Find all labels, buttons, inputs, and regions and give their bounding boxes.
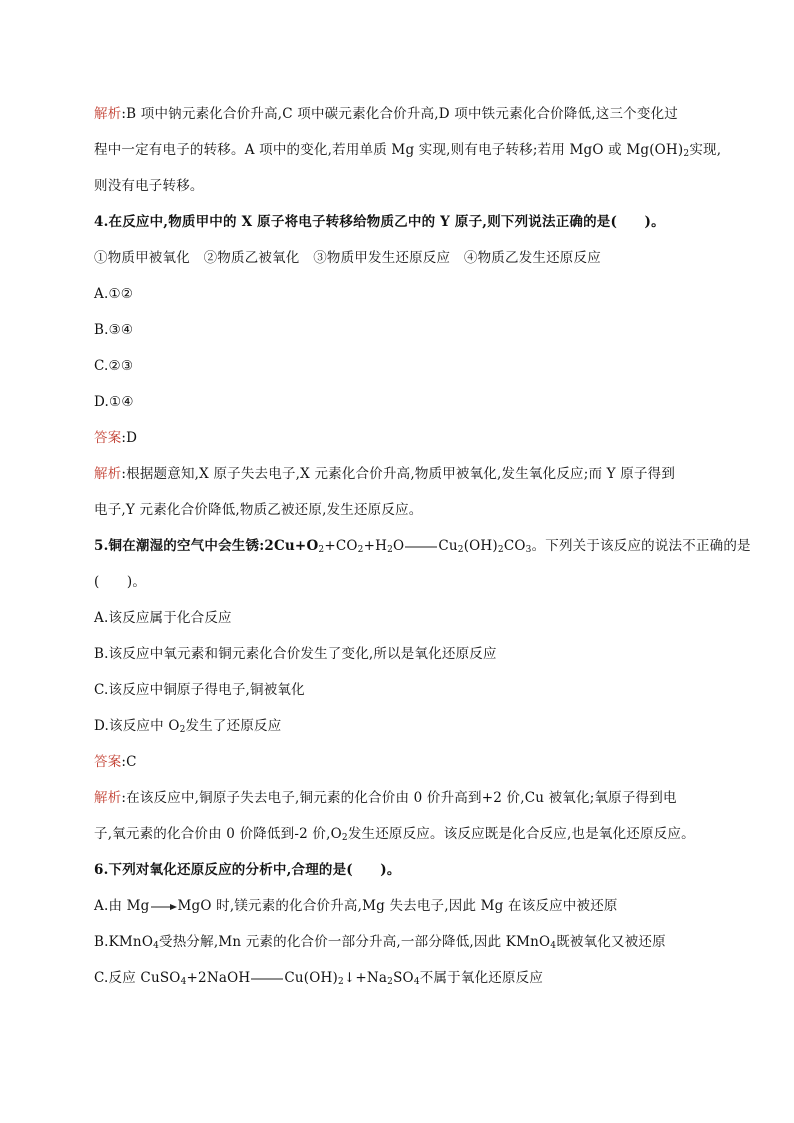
question-5-option-c: C.该反应中铜原子得电子,铜被氧化 <box>94 682 305 698</box>
question-4-option-b: B.③④ <box>94 322 134 338</box>
analysis-label: 解析 <box>94 790 122 806</box>
question-5-stem: 5.铜在潮湿的空气中会生锈$:2Cu+O_2+CO_2+H_2O$ $Cu_2(OH)_2CO_3$。下列关于该反应的说法不正确的是 <box>94 538 751 555</box>
question-4-option-d: D.①④ <box>94 394 134 410</box>
equals-arrow-icon <box>250 974 284 984</box>
analysis-q3-line3: 则没有电子转移。 <box>94 178 204 194</box>
question-4-option-c: C.②③ <box>94 358 134 374</box>
question-4-stem: 4.在反应中,物质甲中的 X 原子将电子转移给物质乙中的 Y 原子,则下列说法正确的是( )。 <box>94 214 665 230</box>
question-6-stem: 6.下列对氧化还原反应的分析中,合理的是( )。 <box>94 862 401 878</box>
question-5-analysis-line2: 子,氧元素的化合价由 0 价降低到-2 价$,O_2$发生还原反应。该反应既是化合反应,也是氧化还原反应。 <box>94 826 695 843</box>
analysis-label: 解析 <box>94 466 122 482</box>
question-5-stem-line2: ( )。 <box>94 574 147 590</box>
question-6-option-b: B.KMnO$_4$受热分解,Mn 元素的化合价一部分升高,一部分降低,因此 KMnO$_4$既被氧化又被还原 <box>94 934 666 951</box>
question-6-option-c: C.反应 CuSO$_4$+2NaOH $Cu(OH)_2↓+Na_2SO_4$不属于氧化还原反应 <box>94 970 544 987</box>
analysis-q3-line2: 程中一定有电子的转移。A 项中的变化,若用单质 Mg 实现,则有电子转移;若用 MgO 或 $Mg(OH)_2$实现, <box>94 142 722 159</box>
question-5-option-a: A.该反应属于化合反应 <box>94 610 232 626</box>
equals-arrow-icon <box>404 542 438 552</box>
question-5-option-d: D.该反应中 $O_2$发生了还原反应 <box>94 718 282 735</box>
arrow-right-icon <box>150 902 178 912</box>
answer-label: 答案 <box>94 430 122 446</box>
question-5-answer: 答案:C <box>94 754 137 770</box>
question-4-statements: ①物质甲被氧化 ②物质乙被氧化 ③物质甲发生还原反应 ④物质乙发生还原反应 <box>94 250 601 266</box>
question-4-analysis-line1: 解析:根据题意知,X 原子失去电子,X 元素化合价升高,物质甲被氧化,发生氧化反应;而 Y 原子得到 <box>94 466 676 482</box>
question-4-option-a: A.①② <box>94 286 134 302</box>
analysis-label: 解析 <box>94 106 122 122</box>
question-5-option-b: B.该反应中氧元素和铜元素化合价发生了变化,所以是氧化还原反应 <box>94 646 497 662</box>
question-5-analysis-line1: 解析:在该反应中,铜原子失去电子,铜元素的化合价由 0 价升高到+2 价,Cu 被氧化;氧原子得到电 <box>94 790 677 806</box>
question-4-answer: 答案:D <box>94 430 138 446</box>
analysis-q3-line1: 解析:B 项中钠元素化合价升高,C 项中碳元素化合价升高,D 项中铁元素化合价降低,这三个变化过 <box>94 106 678 122</box>
question-4-analysis-line2: 电子,Y 元素化合价降低,物质乙被还原,发生还原反应。 <box>94 502 423 518</box>
answer-label: 答案 <box>94 754 122 770</box>
question-6-option-a: A.由 Mg MgO 时,镁元素的化合价升高,Mg 失去电子,因此 Mg 在该反应中被还原 <box>94 898 618 914</box>
